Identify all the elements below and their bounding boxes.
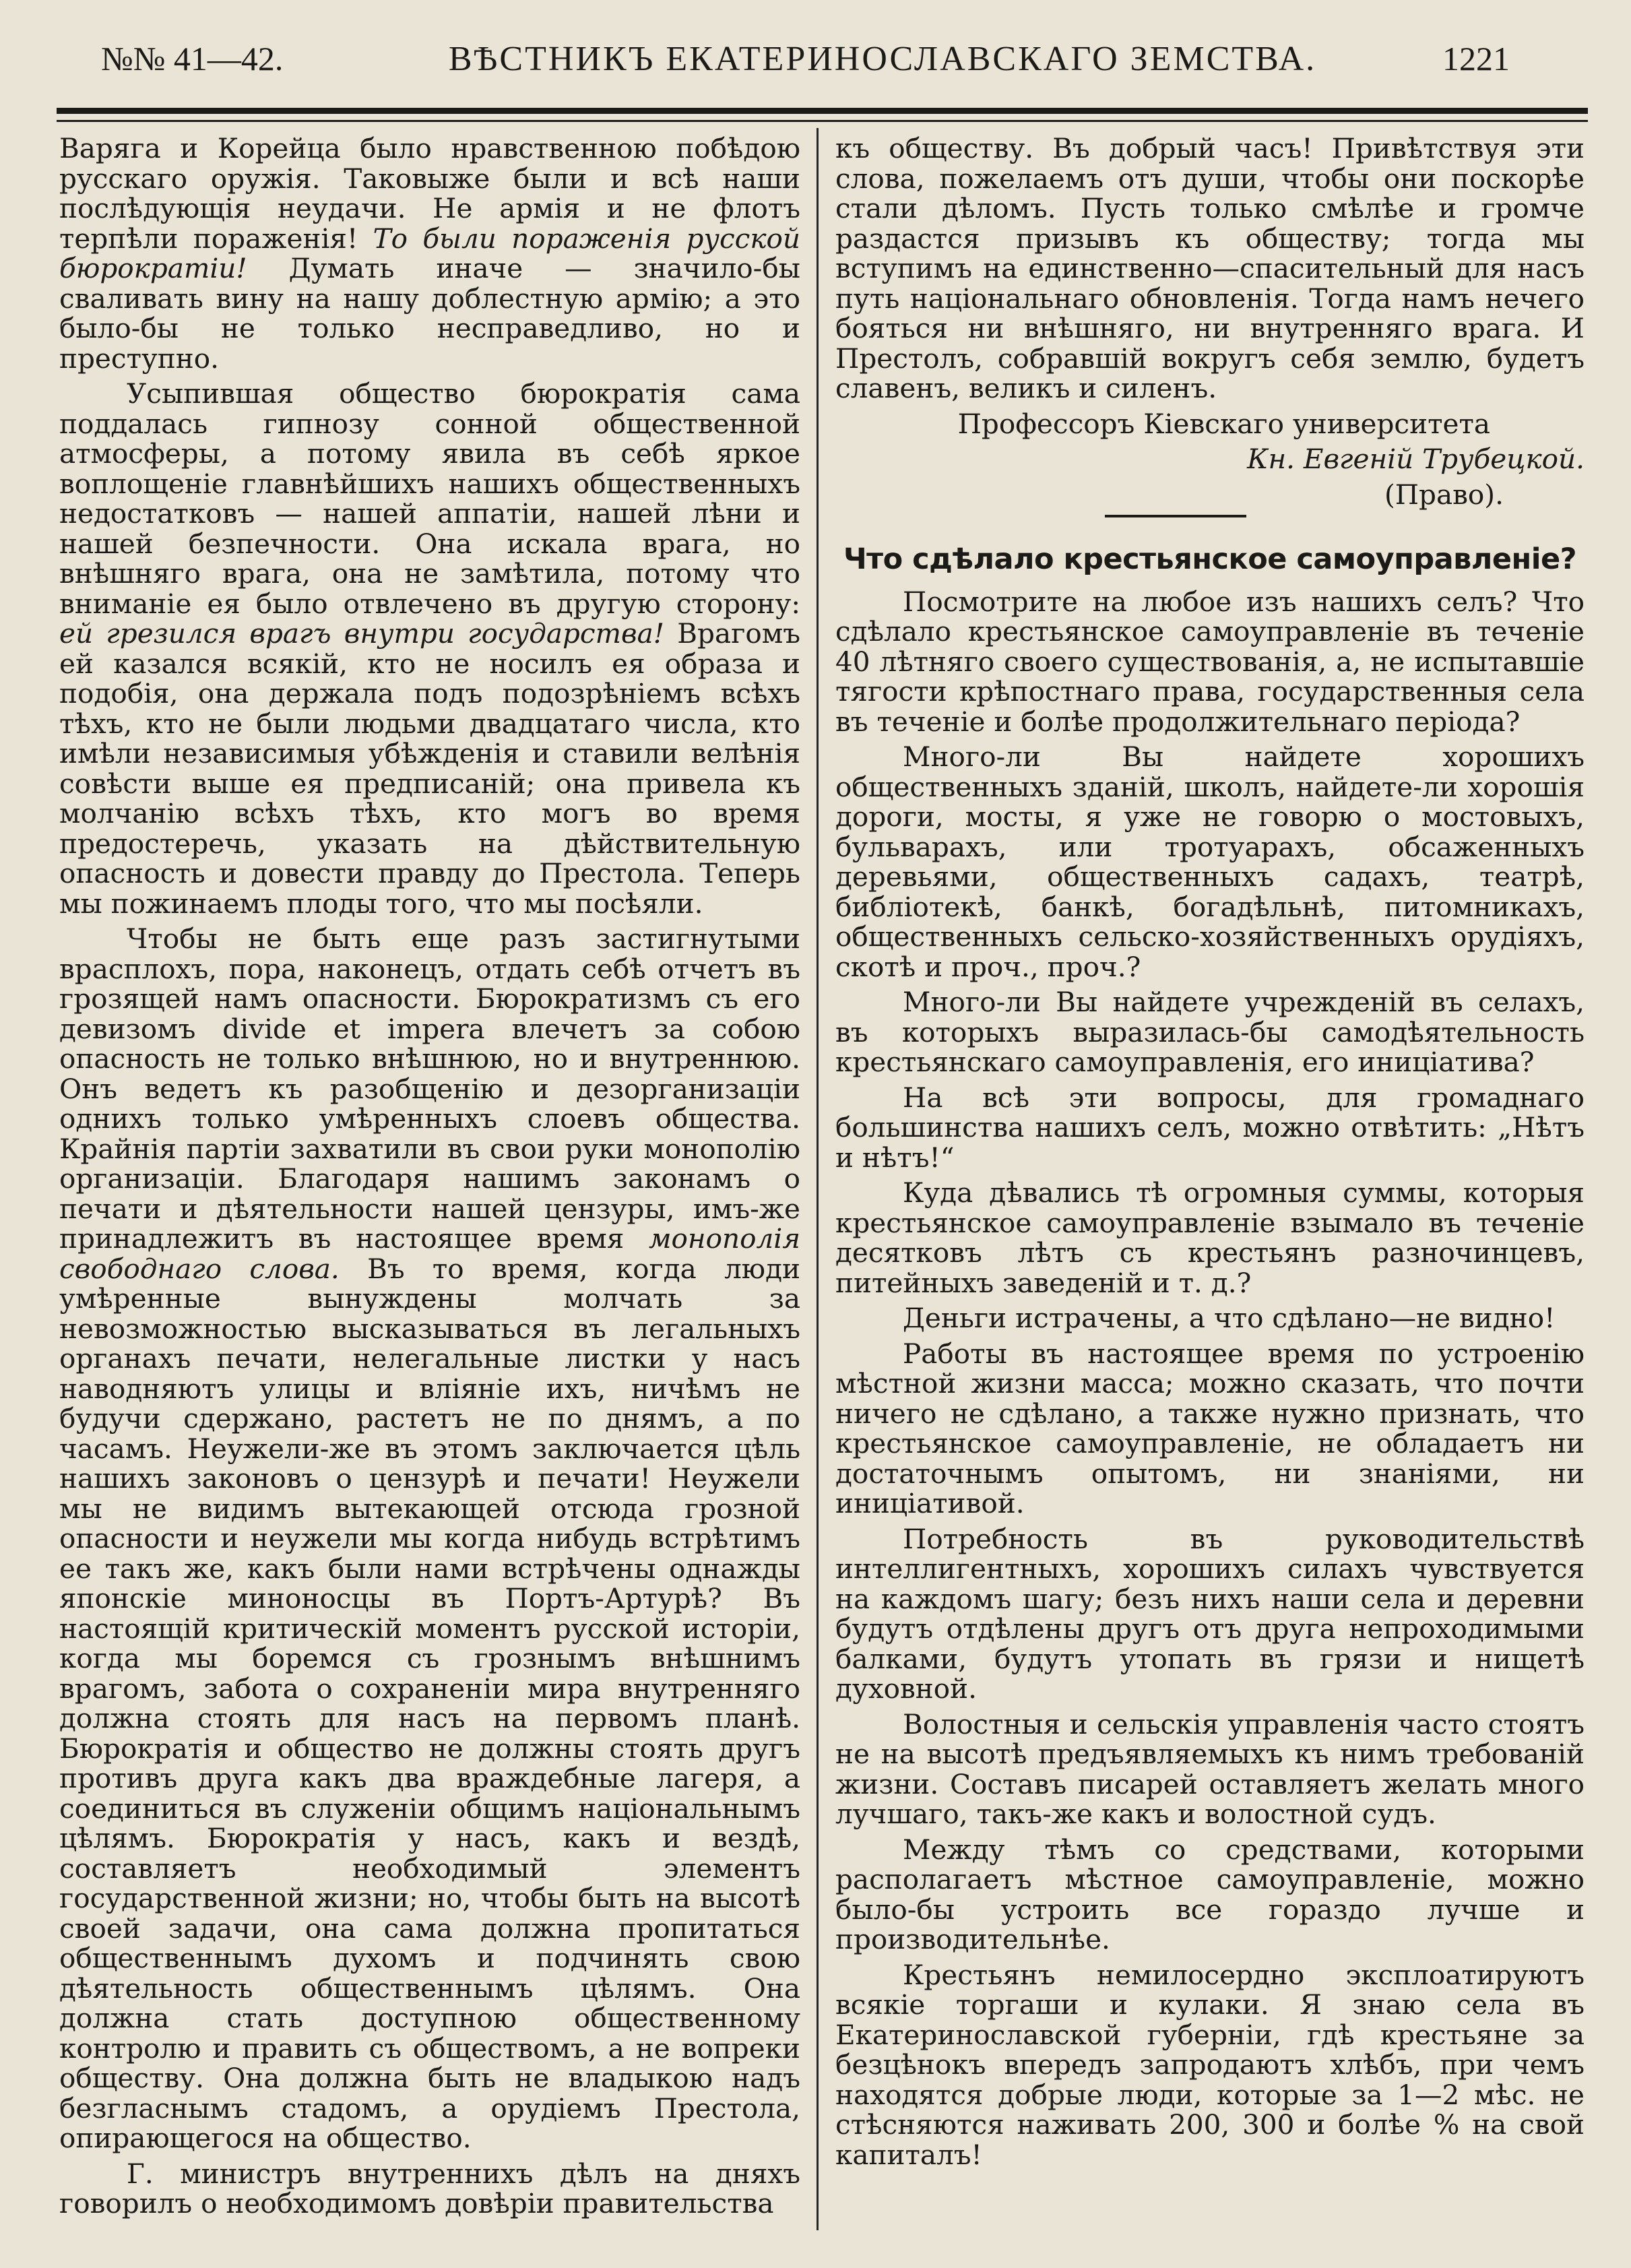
source-note: (Право). xyxy=(1384,478,1504,511)
page-number: 1221 xyxy=(1442,40,1510,77)
paragraph: Волостныя и сельскія управленія часто стоятъ не на высотѣ предъявляемыхъ къ нимъ требованій жизни. Составъ писарей оставляетъ желать много лучшаго, такъ-же какъ и волостной судъ. xyxy=(835,1707,1585,1830)
paragraph: Крестьянъ немилосердно эксплоатируютъ всякіе торгаши и кулаки. Я знаю села въ Екатеринославской губерніи, гдѣ крестьяне за безцѣнокъ впередъ запродаютъ хлѣбъ, при чемъ находятся добрые люди, которые за 1—2 мѣс. не стѣсняются наживать 200, 300 и болѣе % на свой капиталъ! xyxy=(835,1958,1585,2171)
paragraph: къ обществу. Въ добрый часъ! Привѣтствуя эти слова, пожелаемъ отъ души, чтобы они поскорѣе стали дѣломъ. Пусть только смѣлѣе и громче раздастся призывъ къ обществу; тогда мы вступимъ на единственно—спасительный для насъ путь національнаго обновленія. Тогда намъ нечего бояться ни внѣшняго, ни внутренняго врага. И Престолъ, собравшій вокругъ себя землю, будетъ славенъ, великъ и силенъ. xyxy=(835,132,1585,404)
header-rule-thin xyxy=(57,120,1588,122)
section-divider xyxy=(1105,515,1246,517)
column-divider xyxy=(817,128,819,2230)
header-rule-thick xyxy=(57,108,1588,114)
issue-number: №№ 41—42. xyxy=(101,40,284,77)
paragraph: Деньги истрачены, а что сдѣлано—не видно! xyxy=(903,1302,1556,1334)
paragraph: Работы въ настоящее время по устроенію мѣстной жизни масса; можно сказать, что почти ничего не сдѣлано, а также нужно признать, что крестьянское самоуправленіе, не обладаетъ ни достаточнымъ опытомъ, ни знаніями, ни иниціативой. xyxy=(835,1337,1585,1519)
paragraph: Варяга и Корейца было нравственною побѣдою русскаго оружія. Таковыже были и всѣ наши послѣдующія неудачи. Не армія и не флотъ терпѣли пораженія! То были пораженія русской бюрократіи! Думать иначе — значило-бы сваливать вину на нашу доблестную армію; а это было-бы не только несправедливо, но и преступно. xyxy=(59,132,800,375)
journal-title: ВѢСТНИКЪ ЕКАТЕРИНОСЛАВСКАГО ЗЕМСТВА. xyxy=(448,40,1317,78)
emphasis-text: монополія свободнаго слова. xyxy=(59,1222,801,1285)
paragraph: Потребность въ руководительствѣ интеллигентныхъ, хорошихъ силахъ чувствуется на каждомъ шагу; безъ нихъ наши села и деревни будутъ отдѣлены другъ отъ друга непроходимыми балками, будутъ утопать въ грязи и нищетѣ духовной. xyxy=(835,1522,1585,1705)
paragraph: Между тѣмъ со средствами, которыми располагаетъ мѣстное самоуправленіе, можно было-бы устроить все гораздо лучше и производительнѣе. xyxy=(835,1833,1585,1955)
paragraph: Куда дѣвались тѣ огромныя суммы, которыя крестьянское самоуправленіе взымало въ теченіе десятковъ лѣтъ съ крестьянъ разночинцевъ, питейныхъ заведеній и т. д.? xyxy=(835,1176,1585,1299)
article-body xyxy=(835,587,1585,2170)
paragraph: Много-ли Вы найдете хорошихъ общественныхъ зданій, школъ, найдете-ли хорошія дороги, мосты, я уже не говорю о мостовыхъ, бульварахъ, или тротуарахъ, обсаженныхъ деревьями, общественныхъ садахъ, театрѣ, библіотекѣ, банкѣ, богадѣльнѣ, питомникахъ, общественныхъ сельско-хозяйственныхъ орудіяхъ, скотѣ и проч., проч.? xyxy=(835,741,1585,983)
author-affiliation: Профессоръ Кіевскаго университета xyxy=(957,407,1490,440)
paragraph: На всѣ эти вопросы, для громаднаго большинства нашихъ селъ, можно отвѣтить: „Нѣтъ и нѣтъ!“ xyxy=(835,1081,1585,1174)
right-column xyxy=(835,133,1585,2175)
paragraph: Посмотрите на любое изъ нашихъ селъ? Что сдѣлало крестьянское самоуправленіе въ теченіе 40 лѣтняго своего существованія, а, не испытавшіе тягости крѣпостнаго права, государственныя села въ теченіе и болѣе продолжительнаго періода? xyxy=(835,585,1585,738)
author-name: Кн. Евгеній Трубецкой. xyxy=(1247,443,1585,475)
article-heading: Что сдѣлало крестьянское самоуправленіе? xyxy=(843,542,1577,576)
page-header xyxy=(94,39,1537,93)
emphasis-text: То были пораженія русской бюрократіи! xyxy=(59,222,800,284)
left-column xyxy=(59,133,800,2224)
emphasis-text: ей грезился врагъ внутри государства! xyxy=(59,617,665,650)
paragraph: Усыпившая общество бюрократія сама поддалась гипнозу сонной общественной атмосферы, а потому явила въ себѣ яркое воплощеніе главнѣйшихъ нашихъ общественныхъ недостатковъ — нашей аппатіи, нашей лѣни и нашей безпечности. Она искала врага, но внѣшняго врага, она не замѣтила, потому что вниманіе ея было отвлечено въ другую сторону: ей грезился врагъ внутри государства! Врагомъ ей казался всякій, кто не носилъ ея образа и подобія, она держала подъ подозрѣніемъ всѣхъ тѣхъ, кто не были людьми двадцатаго числа, кто имѣли независимыя убѣжденія и ставили велѣнія совѣсти выше ея предписаній; она привела къ молчанію всѣхъ тѣхъ, кто могъ во время предостеречь, указать на дѣйствительную опасность и довести правду до Престола. Теперь мы пожинаемъ плоды того, что мы посѣяли. xyxy=(59,377,800,920)
paragraph: Много-ли Вы найдете учрежденій въ селахъ, въ которыхъ выразилась-бы самодѣятельность крестьянскаго самоуправленія, его иниціатива? xyxy=(835,986,1585,1078)
paragraph: Г. министръ внутреннихъ дѣлъ на дняхъ говорилъ о необходимомъ довѣріи правительства xyxy=(59,2157,800,2219)
paragraph: Чтобы не быть еще разъ застигнутыми врасплохъ, пора, наконецъ, отдать себѣ отчетъ въ грозящей намъ опасности. Бюрократизмъ съ его девизомъ divide et impera влечетъ за собою опасность не только внѣшнюю, но и внутреннюю. Онъ ведетъ къ разобщенію и дезорганизаціи однихъ только умѣренныхъ слоевъ общества. Крайнія партіи захватили въ свои руки монополію организаціи. Благодаря нашимъ законамъ о печати и дѣятельности нашей цензуры, имъ-же принадлежитъ въ настоящее время монополія свободнаго слова. Въ то время, когда люди умѣренные вынуждены молчать за невозможностью высказываться въ легальныхъ органахъ печати, нелегальные листки у насъ наводняютъ улицы и вліяніе ихъ, ничѣмъ не будучи сдержано, растетъ не по днямъ, а по часамъ. Неужели-же въ этомъ заключается цѣль нашихъ законовъ о цензурѣ и печати! Неужели мы не видимъ вытекающей отсюда грозной опасности и неужели мы когда нибудь встрѣтимъ ее такъ же, какъ были нами встрѣчены однажды японскіе миноносцы въ Портъ-Артурѣ? Въ настоящій критическій моментъ русской исторіи, когда мы боремся съ грознымъ внѣшнимъ врагомъ, забота о сохраненіи мира внутренняго должна стоять для насъ на первомъ планѣ. Бюрократія и общество не должны стоять другъ противъ друга какъ два враждебные лагеря, а соединиться въ служеніи общимъ національнымъ цѣлямъ. Бюрократія у насъ, какъ и вездѣ, составляетъ необходимый элементъ государственной жизни; но, чтобы быть на высотѣ своей задачи, она сама должна пропитаться общественнымъ духомъ и подчинять свою дѣятельность общественнымъ цѣлямъ. Она должна стать доступною общественному контролю и править съ обществомъ, а не вопреки обществу. Она должна быть не владыкою надъ безгласнымъ стадомъ, а орудіемъ Престола, опирающегося на общество. xyxy=(59,922,801,2154)
